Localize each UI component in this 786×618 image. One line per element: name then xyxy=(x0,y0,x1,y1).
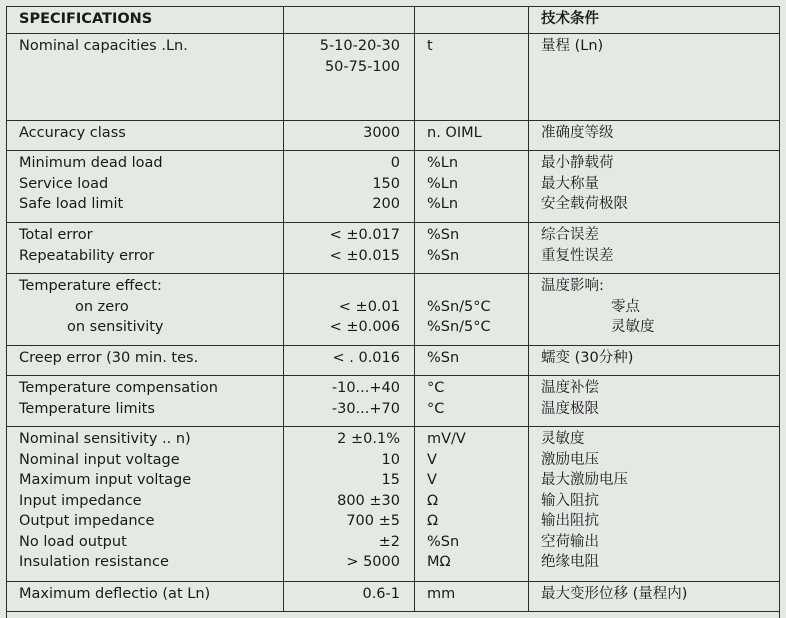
spec-unit xyxy=(427,276,528,297)
spec-unit: MΩ xyxy=(427,552,528,573)
spec-cn-label-cell xyxy=(529,121,780,151)
header-specifications: SPECIFICATIONS xyxy=(7,7,284,34)
spec-cn-label: 输入阻抗 xyxy=(541,491,779,512)
spec-value-cell xyxy=(284,346,415,376)
spec-label: Insulation resistance xyxy=(19,552,283,573)
spec-value: 50-75-100 xyxy=(284,57,400,78)
spec-unit: °C xyxy=(427,399,528,420)
spec-unit: %Sn xyxy=(427,532,528,553)
spec-cn-label-cell xyxy=(529,346,780,376)
spec-value-cell xyxy=(284,223,415,274)
spec-cn-label-cell xyxy=(529,274,780,346)
spec-row xyxy=(7,151,780,223)
spec-cn-label: 最大称量 xyxy=(541,174,779,195)
spec-cn-label: 最大变形位移 (量程内) xyxy=(541,584,779,605)
spec-row xyxy=(7,223,780,274)
spec-cn-label: 灵敏度 xyxy=(541,429,779,450)
spec-label: Temperature limits xyxy=(19,399,283,420)
spec-value: < ±0.01 xyxy=(284,297,400,318)
spec-unit: %Ln xyxy=(427,194,528,215)
spec-label: on zero xyxy=(19,297,283,318)
spec-label: Service load xyxy=(19,174,283,195)
spec-unit-cell xyxy=(415,274,529,346)
spec-cn-label: 安全载荷极限 xyxy=(541,194,779,215)
spec-unit: mV/V xyxy=(427,429,528,450)
spec-label-cell xyxy=(7,274,284,346)
spec-value: 150 xyxy=(284,174,400,195)
spec-cn-label: 最小静载荷 xyxy=(541,153,779,174)
header-cn-title: 技术条件 xyxy=(529,7,780,34)
spec-row xyxy=(7,346,780,376)
spec-cn-label: 空荷输出 xyxy=(541,532,779,553)
header-unit-blank xyxy=(415,7,529,34)
spec-value xyxy=(284,276,400,297)
spec-label-cell xyxy=(7,427,284,582)
spec-value: 3000 xyxy=(284,123,400,144)
spec-value: 15 xyxy=(284,470,400,491)
spec-value: < ±0.017 xyxy=(284,225,400,246)
spec-cn-label: 准确度等级 xyxy=(541,123,779,144)
spec-cn-label-cell xyxy=(529,582,780,612)
spec-value: > 5000 xyxy=(284,552,400,573)
spec-cn-label-cell xyxy=(529,427,780,582)
spec-row xyxy=(7,582,780,612)
spec-label-cell xyxy=(7,121,284,151)
spec-cn-label: 零点 xyxy=(541,297,779,318)
spec-unit: %Ln xyxy=(427,153,528,174)
spec-label-cell xyxy=(7,151,284,223)
spec-label: Temperature effect: xyxy=(19,276,283,297)
spec-value: 5-10-20-30 xyxy=(284,36,400,57)
spec-value-cell xyxy=(284,274,415,346)
spec-value: 10 xyxy=(284,450,400,471)
spec-label: Maximum deflectio (at Ln) xyxy=(19,584,283,605)
spec-label: Creep error (30 min. tes. xyxy=(19,348,283,369)
spec-unit: °C xyxy=(427,378,528,399)
spec-cn-label: 综合误差 xyxy=(541,225,779,246)
table-tail xyxy=(7,612,780,618)
spec-value: < ±0.015 xyxy=(284,246,400,267)
spec-cn-label: 量程 (Ln) xyxy=(541,36,779,57)
spec-value: 700 ±5 xyxy=(284,511,400,532)
header-value-blank xyxy=(284,7,415,34)
spec-unit: Ω xyxy=(427,511,528,532)
spec-value-cell xyxy=(284,121,415,151)
spec-label-cell xyxy=(7,376,284,427)
spec-unit: %Sn xyxy=(427,225,528,246)
spec-cn-label: 温度影响: xyxy=(541,276,779,297)
spec-cn-label: 输出阻抗 xyxy=(541,511,779,532)
spec-label-cell xyxy=(7,346,284,376)
spec-unit: %Ln xyxy=(427,174,528,195)
spec-unit-cell xyxy=(415,427,529,582)
spec-label: Maximum input voltage xyxy=(19,470,283,491)
spec-unit-cell xyxy=(415,376,529,427)
table-tail-cell xyxy=(7,612,780,618)
spec-label: Output impedance xyxy=(19,511,283,532)
spec-value: 0.6-1 xyxy=(284,584,400,605)
spec-unit: V xyxy=(427,450,528,471)
spec-cn-label-cell xyxy=(529,376,780,427)
spec-value-cell xyxy=(284,582,415,612)
spec-value: ±2 xyxy=(284,532,400,553)
spec-label: Nominal sensitivity .. n) xyxy=(19,429,283,450)
spec-cn-label: 蠕变 (30分种) xyxy=(541,348,779,369)
spec-value-cell xyxy=(284,151,415,223)
spec-cn-label: 最大激励电压 xyxy=(541,470,779,491)
spec-unit-cell xyxy=(415,582,529,612)
spec-cn-label: 灵敏度 xyxy=(541,317,779,338)
spec-cn-label: 温度极限 xyxy=(541,399,779,420)
spec-row xyxy=(7,34,780,121)
spec-value-cell xyxy=(284,34,415,121)
spec-row xyxy=(7,274,780,346)
spec-label: on sensitivity xyxy=(19,317,283,338)
spec-unit-cell xyxy=(415,34,529,121)
spec-label: Input impedance xyxy=(19,491,283,512)
spec-cn-label: 温度补偿 xyxy=(541,378,779,399)
spec-label: Minimum dead load xyxy=(19,153,283,174)
spec-unit: t xyxy=(427,36,528,57)
spec-value: < . 0.016 xyxy=(284,348,400,369)
spec-unit-cell xyxy=(415,121,529,151)
spec-label: No load output xyxy=(19,532,283,553)
spec-label: Safe load limit xyxy=(19,194,283,215)
spec-label-cell xyxy=(7,223,284,274)
spec-value: < ±0.006 xyxy=(284,317,400,338)
spec-unit: %Sn xyxy=(427,348,528,369)
spec-cn-label: 重复性误差 xyxy=(541,246,779,267)
spec-unit-cell xyxy=(415,346,529,376)
spec-row xyxy=(7,376,780,427)
spec-value-cell xyxy=(284,427,415,582)
spec-value-cell xyxy=(284,376,415,427)
spec-unit-cell xyxy=(415,223,529,274)
spec-cn-label: 激励电压 xyxy=(541,450,779,471)
header-row xyxy=(7,7,780,34)
spec-label-cell xyxy=(7,34,284,121)
spec-label: Repeatability error xyxy=(19,246,283,267)
spec-label: Nominal input voltage xyxy=(19,450,283,471)
spec-value: 200 xyxy=(284,194,400,215)
spec-value: 2 ±0.1% xyxy=(284,429,400,450)
spec-unit: V xyxy=(427,470,528,491)
spec-unit: n. OIML xyxy=(427,123,528,144)
spec-unit: Ω xyxy=(427,491,528,512)
spec-row xyxy=(7,121,780,151)
spec-unit: %Sn/5°C xyxy=(427,297,528,318)
spec-value: -30...+70 xyxy=(284,399,400,420)
spec-row xyxy=(7,427,780,582)
spec-label: Total error xyxy=(19,225,283,246)
spec-cn-label-cell xyxy=(529,34,780,121)
spec-cn-label: 绝缘电阻 xyxy=(541,552,779,573)
spec-unit: %Sn xyxy=(427,246,528,267)
spec-label: Nominal capacities .Ln. xyxy=(19,36,283,57)
spec-label: Accuracy class xyxy=(19,123,283,144)
spec-unit: %Sn/5°C xyxy=(427,317,528,338)
spec-unit-cell xyxy=(415,151,529,223)
spec-value: 0 xyxy=(284,153,400,174)
spec-cn-label-cell xyxy=(529,223,780,274)
spec-cn-label-cell xyxy=(529,151,780,223)
spec-value: -10...+40 xyxy=(284,378,400,399)
specifications-table xyxy=(6,6,780,618)
spec-label-cell xyxy=(7,582,284,612)
spec-label: Temperature compensation xyxy=(19,378,283,399)
specifications-sheet xyxy=(6,6,779,584)
spec-unit: mm xyxy=(427,584,528,605)
spec-value: 800 ±30 xyxy=(284,491,400,512)
